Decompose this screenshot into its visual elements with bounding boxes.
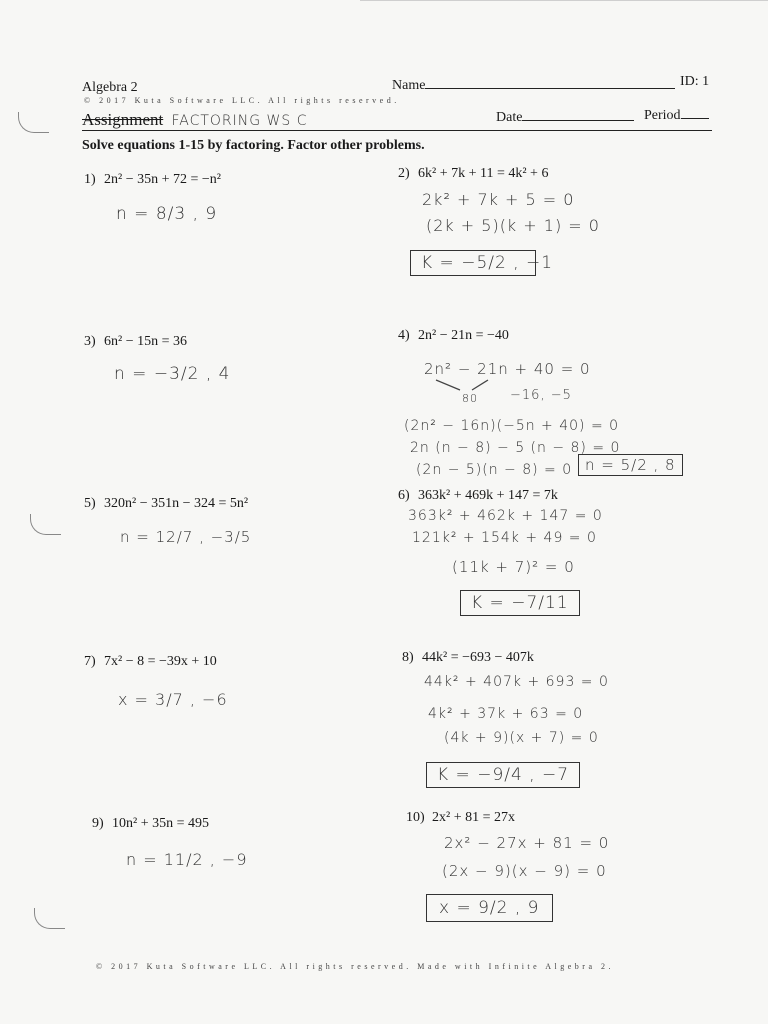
work-line: 2n (n − 8) − 5 (n − 8) = 0 — [410, 440, 621, 456]
problem-number: 9) — [92, 816, 104, 831]
problem-equation: 7x² − 8 = −39x + 10 — [104, 654, 217, 669]
copyright-line: © 2017 Kuta Software LLC. All rights reserved. — [84, 96, 400, 105]
problem-equation: 6k² + 7k + 11 = 4k² + 6 — [418, 166, 549, 181]
answer-box: K = −9/4 , −7 — [426, 762, 580, 788]
instructions: Solve equations 1-15 by factoring. Factor other problems. — [82, 138, 425, 153]
problem-equation: 6n² − 15n = 36 — [104, 334, 187, 349]
name-label: Name — [392, 78, 426, 93]
problem-equation: 2n² − 35n + 72 = −n² — [104, 172, 221, 187]
work-line: 121k² + 154k + 49 = 0 — [412, 530, 597, 546]
work-line: 2n² − 21n + 40 = 0 — [424, 360, 591, 378]
date-field[interactable] — [496, 108, 634, 126]
work-line: (2n² − 16n)(−5n + 40) = 0 — [404, 418, 620, 434]
punch-hole-mark — [30, 514, 61, 535]
problem-number: 5) — [84, 496, 96, 511]
course-title: Algebra 2 — [82, 80, 138, 95]
problem-equation: 44k² = −693 − 407k — [422, 650, 534, 665]
answer-text: n = −3/2 , 4 — [114, 364, 231, 384]
assignment-label: Assignment — [82, 110, 164, 129]
problem-number: 3) — [84, 334, 96, 349]
work-line: 4k² + 37k + 63 = 0 — [428, 706, 584, 722]
problem-number: 1) — [84, 172, 96, 187]
assignment-title: FACTORING WS C — [171, 113, 308, 129]
work-line: (2n − 5)(n − 8) = 0 — [416, 462, 573, 478]
problem-equation: 2x² + 81 = 27x — [432, 810, 515, 825]
punch-hole-mark — [34, 908, 65, 929]
punch-hole-mark — [18, 112, 49, 133]
period-field[interactable] — [644, 106, 709, 124]
answer-box: K = −7/11 — [460, 590, 580, 616]
footer-copyright: © 2017 Kuta Software LLC. All rights reserved. Made with Infinite Algebra 2. — [96, 962, 615, 971]
answer-text: n = 12/7 , −3/5 — [120, 528, 252, 546]
answer-text: x = 3/7 , −6 — [118, 690, 228, 709]
assignment-heading — [82, 110, 308, 130]
period-label: Period — [644, 108, 681, 123]
work-line: (2x − 9)(x − 9) = 0 — [442, 862, 607, 880]
work-line: 363k² + 462k + 147 = 0 — [408, 508, 603, 524]
problem-equation: 2n² − 21n = −40 — [418, 328, 509, 343]
page-edge-line — [360, 0, 768, 1]
work-line: 80 — [462, 392, 478, 405]
problem-equation: 320n² − 351n − 324 = 5n² — [104, 496, 249, 511]
answer-box: K = −5/2 , −1 — [410, 250, 536, 276]
problem-number: 2) — [398, 166, 410, 181]
date-label: Date — [496, 110, 523, 125]
work-line: (11k + 7)² = 0 — [452, 558, 575, 576]
work-line: (4k + 9)(x + 7) = 0 — [444, 730, 599, 746]
problem-number: 7) — [84, 654, 96, 669]
problem-number: 6) — [398, 488, 410, 503]
work-line: −16, −5 — [510, 388, 572, 403]
problem-equation: 10n² + 35n = 495 — [112, 816, 209, 831]
problem-number: 8) — [402, 650, 414, 665]
problem-equation: 363k² + 469k + 147 = 7k — [418, 488, 558, 503]
name-field[interactable] — [392, 76, 675, 94]
header-rule — [82, 130, 712, 131]
work-line: (2k + 5)(k + 1) = 0 — [426, 216, 600, 235]
problem-number: 10) — [406, 810, 425, 825]
problem-number: 4) — [398, 328, 410, 343]
answer-text: n = 8/3 , 9 — [116, 204, 218, 224]
work-line: 2k² + 7k + 5 = 0 — [422, 190, 575, 209]
answer-box: n = 5/2 , 8 — [578, 454, 683, 476]
id-label: ID: 1 — [680, 74, 710, 89]
answer-text: n = 11/2 , −9 — [126, 850, 248, 869]
work-line: 2x² − 27x + 81 = 0 — [444, 834, 610, 852]
work-line: 44k² + 407k + 693 = 0 — [424, 674, 609, 690]
answer-box: x = 9/2 , 9 — [426, 894, 553, 922]
